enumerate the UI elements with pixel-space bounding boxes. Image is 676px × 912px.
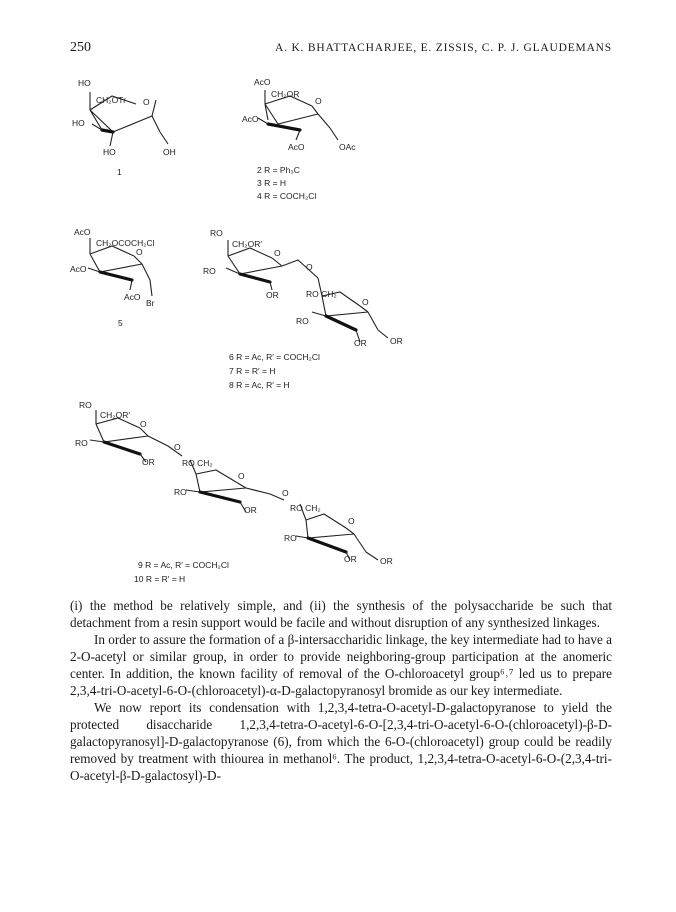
c6-def-6: 6 R = Ac, R′ = COCH₂Cl bbox=[229, 352, 320, 362]
c1-ch2: CH₂OTr bbox=[96, 95, 126, 105]
c9-ch2: CH₂OR′ bbox=[100, 410, 130, 420]
c9-def-9: 9 R = Ac, R′ = COCH₂Cl bbox=[138, 560, 229, 570]
c5-ring-o: O bbox=[136, 247, 143, 257]
c9-or-b: OR bbox=[344, 554, 357, 564]
c9-ro-top: RO bbox=[79, 400, 92, 410]
c9-o-link2: O bbox=[282, 488, 289, 498]
c6-or3: OR bbox=[390, 336, 403, 346]
c6-ro-ch2: RO CH₂ bbox=[306, 289, 337, 299]
c6-ro-top: RO bbox=[210, 228, 223, 238]
c6-def-7: 7 R = R′ = H bbox=[229, 366, 276, 376]
paragraph-1: (i) the method be relatively simple, and (ii) the synthesis of the polysaccharide be such that detachment from a resin support would be facile and without disruption of any synthesized linkages. bbox=[70, 598, 612, 630]
c6-ch2: CH₂OR′ bbox=[232, 239, 262, 249]
c6-ro-left: RO bbox=[203, 266, 216, 276]
c2-def-3: 3 R = H bbox=[257, 178, 287, 188]
c5-br: Br bbox=[146, 298, 155, 308]
c9-ro-a: RO bbox=[174, 487, 187, 497]
c9-def-10: 10 R = R′ = H bbox=[134, 574, 186, 584]
c9-ring-o-b: O bbox=[348, 516, 355, 526]
c1-ho-left: HO bbox=[72, 118, 85, 128]
compound-1 bbox=[72, 78, 176, 177]
compound-9-10 bbox=[75, 400, 393, 584]
c5-aco-bottom: AcO bbox=[124, 292, 141, 302]
compound-2-4 bbox=[242, 77, 356, 201]
c1-label: 1 bbox=[117, 167, 122, 177]
c9-or: OR bbox=[142, 457, 155, 467]
c9-ro-ch2-a: RO CH₂ bbox=[182, 458, 213, 468]
c2-aco-top: AcO bbox=[254, 77, 271, 87]
c6-or: OR bbox=[266, 290, 279, 300]
c9-ro-ch2-b: RO CH₂ bbox=[290, 503, 321, 513]
c2-def-4: 4 R = COCH₂Cl bbox=[257, 191, 317, 201]
body-text bbox=[70, 597, 612, 784]
c5-aco-top: AcO bbox=[74, 227, 91, 237]
c2-oac: OAc bbox=[339, 142, 356, 152]
c9-ro-b: RO bbox=[284, 533, 297, 543]
c9-or-a: OR bbox=[244, 505, 257, 515]
c9-ring-o-a: O bbox=[238, 471, 245, 481]
c2-aco-left: AcO bbox=[242, 114, 259, 124]
c2-ch2: CH₂OR bbox=[271, 89, 300, 99]
c6-ring-o: O bbox=[274, 248, 281, 258]
c9-ring-o: O bbox=[140, 419, 147, 429]
c6-ring-o2: O bbox=[362, 297, 369, 307]
c9-o-link1: O bbox=[174, 442, 181, 452]
paragraph-3: We now report its condensation with 1,2,3,4-tetra-O-acetyl-D-galactopyranose to yield the protected disaccharide 1,2,3,4-tetra-O-acetyl-6-O-[2,3,4-tri-O-acetyl-6-O-(chloroacetyl)-β-D-galactopyranosyl]-D-galactopyranose (6), from which the 6-O-(chloroacetyl) group could be readily removed by treatment with thiourea in methanol⁶. The product, 1,2,3,4-tetra-O-acetyl-6-O-(2,3,4-tri-O-acetyl-β-D-galactosyl)-D- bbox=[70, 700, 612, 783]
c9-or-b2: OR bbox=[380, 556, 393, 566]
c2-ring-o: O bbox=[315, 96, 322, 106]
c1-ho-bottom: HO bbox=[103, 147, 116, 157]
paragraph-2: In order to assure the formation of a β-intersaccharidic linkage, the key intermediate had to have a 2-O-acetyl or similar group, in order to provide neighboring-group participation at the anomeric center. In addition, the known facility of removal of the O-chloroacetyl group⁶˒⁷ led us to prepare 2,3,4-tri-O-acetyl-6-O-(chloroacetyl)-α-D-galactopyranosyl bromide as our key intermediate. bbox=[70, 632, 612, 698]
compound-6-8 bbox=[203, 228, 403, 390]
c6-def-8: 8 R = Ac, R′ = H bbox=[229, 380, 290, 390]
compound-5 bbox=[70, 227, 155, 328]
c2-def-2: 2 R = Ph₃C bbox=[257, 165, 300, 175]
c2-aco-bottom: AcO bbox=[288, 142, 305, 152]
page-number: 250 bbox=[70, 40, 91, 55]
c1-oh: OH bbox=[163, 147, 176, 157]
c5-ch2: CH₂OCOCH₂Cl bbox=[96, 238, 155, 248]
c1-ring-o: O bbox=[143, 97, 150, 107]
c9-ro-left: RO bbox=[75, 438, 88, 448]
c5-label: 5 bbox=[118, 318, 123, 328]
c6-or2: OR bbox=[354, 338, 367, 348]
c1-ho-top: HO bbox=[78, 78, 91, 88]
c6-o-link: O bbox=[306, 262, 313, 272]
running-head: A. K. BHATTACHARJEE, E. ZISSIS, C. P. J. GLAUDEMANS bbox=[275, 42, 612, 54]
c5-aco-left: AcO bbox=[70, 264, 87, 274]
c6-ro2: RO bbox=[296, 316, 309, 326]
